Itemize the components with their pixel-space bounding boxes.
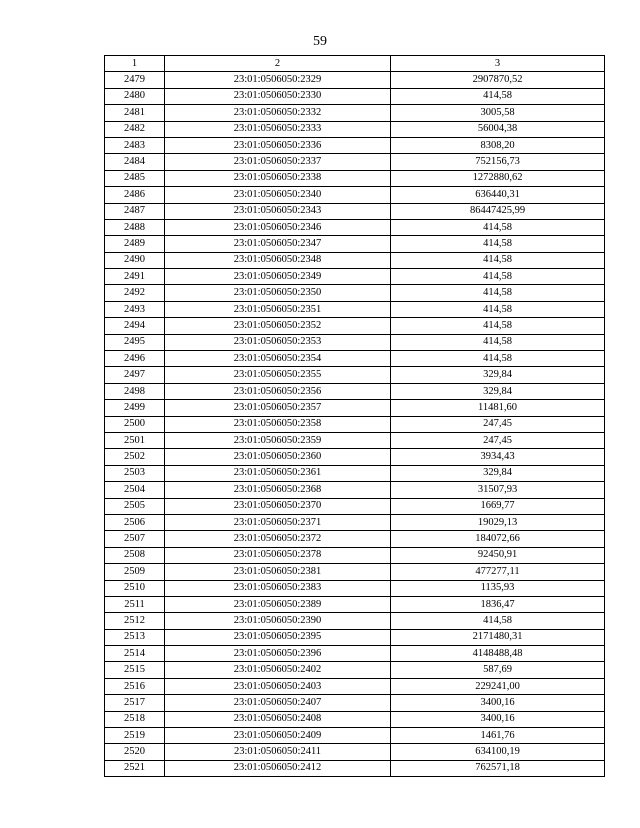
cadastral-value-cell: 11481,60: [391, 400, 605, 416]
cadastral-number-cell: 23:01:0506050:2330: [165, 88, 391, 104]
cadastral-value-cell: 1461,76: [391, 728, 605, 744]
cadastral-number-cell: 23:01:0506050:2383: [165, 580, 391, 596]
table-row: [105, 383, 605, 399]
table-row: [105, 711, 605, 727]
column-header-2: 2: [165, 56, 391, 72]
cadastral-value-cell: 414,58: [391, 236, 605, 252]
cadastral-number-cell: 23:01:0506050:2389: [165, 596, 391, 612]
cadastral-value-cell: 762571,18: [391, 760, 605, 776]
row-number-cell: 2486: [105, 187, 165, 203]
cadastral-value-cell: 247,45: [391, 432, 605, 448]
cadastral-number-cell: 23:01:0506050:2355: [165, 367, 391, 383]
cadastral-value-cell: 636440,31: [391, 187, 605, 203]
row-number-cell: 2519: [105, 728, 165, 744]
column-header-1: 1: [105, 56, 165, 72]
table-row: [105, 613, 605, 629]
table-row: [105, 728, 605, 744]
row-number-cell: 2480: [105, 88, 165, 104]
cadastral-value-cell: 92450,91: [391, 547, 605, 563]
page-number: 59: [313, 34, 327, 49]
cadastral-number-cell: 23:01:0506050:2371: [165, 514, 391, 530]
cadastral-number-cell: 23:01:0506050:2412: [165, 760, 391, 776]
cadastral-number-cell: 23:01:0506050:2411: [165, 744, 391, 760]
cadastral-number-cell: 23:01:0506050:2346: [165, 219, 391, 235]
row-number-cell: 2497: [105, 367, 165, 383]
table-row: [105, 662, 605, 678]
row-number-cell: 2506: [105, 514, 165, 530]
row-number-cell: 2505: [105, 498, 165, 514]
row-number-cell: 2514: [105, 646, 165, 662]
row-number-cell: 2513: [105, 629, 165, 645]
row-number-cell: 2490: [105, 252, 165, 268]
cadastral-value-cell: 414,58: [391, 219, 605, 235]
cadastral-number-cell: 23:01:0506050:2403: [165, 678, 391, 694]
cadastral-value-cell: 1135,93: [391, 580, 605, 596]
table-row: [105, 482, 605, 498]
cadastral-number-cell: 23:01:0506050:2407: [165, 695, 391, 711]
table-row: [105, 760, 605, 776]
cadastral-number-cell: 23:01:0506050:2337: [165, 154, 391, 170]
row-number-cell: 2507: [105, 531, 165, 547]
table-body: [105, 72, 605, 777]
cadastral-number-cell: 23:01:0506050:2360: [165, 449, 391, 465]
row-number-cell: 2512: [105, 613, 165, 629]
cadastral-number-cell: 23:01:0506050:2390: [165, 613, 391, 629]
cadastral-value-cell: 414,58: [391, 351, 605, 367]
cadastral-value-cell: 414,58: [391, 252, 605, 268]
table-row: [105, 88, 605, 104]
row-number-cell: 2501: [105, 432, 165, 448]
table-row: [105, 351, 605, 367]
row-number-cell: 2482: [105, 121, 165, 137]
cadastral-number-cell: 23:01:0506050:2348: [165, 252, 391, 268]
cadastral-value-cell: 414,58: [391, 285, 605, 301]
cadastral-value-cell: 414,58: [391, 269, 605, 285]
row-number-cell: 2484: [105, 154, 165, 170]
cadastral-value-cell: 19029,13: [391, 514, 605, 530]
table-row: [105, 170, 605, 186]
cadastral-value-cell: 3005,58: [391, 105, 605, 121]
row-number-cell: 2504: [105, 482, 165, 498]
cadastral-number-cell: 23:01:0506050:2358: [165, 416, 391, 432]
table-row: [105, 465, 605, 481]
cadastral-number-cell: 23:01:0506050:2329: [165, 72, 391, 88]
row-number-cell: 2496: [105, 351, 165, 367]
table-row: [105, 498, 605, 514]
cadastral-number-cell: 23:01:0506050:2347: [165, 236, 391, 252]
cadastral-number-cell: 23:01:0506050:2340: [165, 187, 391, 203]
table-row: [105, 121, 605, 137]
row-number-cell: 2485: [105, 170, 165, 186]
cadastral-number-cell: 23:01:0506050:2356: [165, 383, 391, 399]
cadastral-value-cell: 247,45: [391, 416, 605, 432]
row-number-cell: 2479: [105, 72, 165, 88]
cadastral-number-cell: 23:01:0506050:2408: [165, 711, 391, 727]
row-number-cell: 2503: [105, 465, 165, 481]
cadastral-value-cell: 3934,43: [391, 449, 605, 465]
table-row: [105, 367, 605, 383]
row-number-cell: 2487: [105, 203, 165, 219]
cadastral-number-cell: 23:01:0506050:2352: [165, 318, 391, 334]
cadastral-number-cell: 23:01:0506050:2402: [165, 662, 391, 678]
table-row: [105, 744, 605, 760]
row-number-cell: 2509: [105, 564, 165, 580]
row-number-cell: 2488: [105, 219, 165, 235]
cadastral-value-cell: 414,58: [391, 613, 605, 629]
cadastral-number-cell: 23:01:0506050:2351: [165, 301, 391, 317]
cadastral-number-cell: 23:01:0506050:2343: [165, 203, 391, 219]
row-number-cell: 2510: [105, 580, 165, 596]
row-number-cell: 2502: [105, 449, 165, 465]
table-row: [105, 301, 605, 317]
row-number-cell: 2515: [105, 662, 165, 678]
table-row: [105, 252, 605, 268]
cadastral-number-cell: 23:01:0506050:2370: [165, 498, 391, 514]
cadastral-number-cell: 23:01:0506050:2381: [165, 564, 391, 580]
cadastral-value-cell: 3400,16: [391, 711, 605, 727]
row-number-cell: 2491: [105, 269, 165, 285]
cadastral-value-cell: 329,84: [391, 465, 605, 481]
cadastral-number-cell: 23:01:0506050:2396: [165, 646, 391, 662]
table-row: [105, 646, 605, 662]
table-row: [105, 596, 605, 612]
cadastral-value-cell: 229241,00: [391, 678, 605, 694]
row-number-cell: 2494: [105, 318, 165, 334]
cadastral-value-cell: 1669,77: [391, 498, 605, 514]
cadastral-value-cell: 414,58: [391, 88, 605, 104]
row-number-cell: 2499: [105, 400, 165, 416]
cadastral-value-cell: 56004,38: [391, 121, 605, 137]
cadastral-value-cell: 2907870,52: [391, 72, 605, 88]
table-header: [105, 56, 605, 72]
row-number-cell: 2508: [105, 547, 165, 563]
table-row: [105, 678, 605, 694]
table-row: [105, 219, 605, 235]
cadastral-number-cell: 23:01:0506050:2350: [165, 285, 391, 301]
cadastral-number-cell: 23:01:0506050:2338: [165, 170, 391, 186]
cadastral-number-cell: 23:01:0506050:2359: [165, 432, 391, 448]
row-number-cell: 2481: [105, 105, 165, 121]
cadastral-number-cell: 23:01:0506050:2349: [165, 269, 391, 285]
table-row: [105, 72, 605, 88]
cadastral-value-cell: 1272880,62: [391, 170, 605, 186]
cadastral-value-cell: 414,58: [391, 301, 605, 317]
cadastral-number-cell: 23:01:0506050:2378: [165, 547, 391, 563]
row-number-cell: 2483: [105, 137, 165, 153]
table-row: [105, 334, 605, 350]
row-number-cell: 2489: [105, 236, 165, 252]
row-number-cell: 2493: [105, 301, 165, 317]
cadastral-value-cell: 86447425,99: [391, 203, 605, 219]
table-row: [105, 695, 605, 711]
row-number-cell: 2521: [105, 760, 165, 776]
row-number-cell: 2498: [105, 383, 165, 399]
cadastral-number-cell: 23:01:0506050:2357: [165, 400, 391, 416]
table-row: [105, 432, 605, 448]
cadastral-value-cell: 2171480,31: [391, 629, 605, 645]
cadastral-number-cell: 23:01:0506050:2361: [165, 465, 391, 481]
cadastral-number-cell: 23:01:0506050:2332: [165, 105, 391, 121]
table-row: [105, 269, 605, 285]
table-row: [105, 187, 605, 203]
row-number-cell: 2520: [105, 744, 165, 760]
table-row: [105, 547, 605, 563]
cadastral-number-cell: 23:01:0506050:2333: [165, 121, 391, 137]
column-header-3: 3: [391, 56, 605, 72]
row-number-cell: 2500: [105, 416, 165, 432]
cadastral-value-cell: 4148488,48: [391, 646, 605, 662]
cadastral-value-cell: 184072,66: [391, 531, 605, 547]
row-number-cell: 2511: [105, 596, 165, 612]
cadastral-value-cell: 329,84: [391, 367, 605, 383]
cadastral-number-cell: 23:01:0506050:2354: [165, 351, 391, 367]
table-row: [105, 236, 605, 252]
cadastral-value-cell: 414,58: [391, 334, 605, 350]
cadastral-number-cell: 23:01:0506050:2336: [165, 137, 391, 153]
cadastral-value-cell: 8308,20: [391, 137, 605, 153]
cadastral-number-cell: 23:01:0506050:2409: [165, 728, 391, 744]
table-row: [105, 105, 605, 121]
table-row: [105, 531, 605, 547]
row-number-cell: 2516: [105, 678, 165, 694]
row-number-cell: 2495: [105, 334, 165, 350]
cadastral-value-cell: 329,84: [391, 383, 605, 399]
table-row: [105, 154, 605, 170]
cadastral-number-cell: 23:01:0506050:2395: [165, 629, 391, 645]
row-number-cell: 2492: [105, 285, 165, 301]
table-row: [105, 285, 605, 301]
table-row: [105, 416, 605, 432]
table-row: [105, 318, 605, 334]
cadastral-value-cell: 31507,93: [391, 482, 605, 498]
table-row: [105, 400, 605, 416]
cadastral-value-cell: 752156,73: [391, 154, 605, 170]
table-row: [105, 449, 605, 465]
cadastral-value-cell: 477277,11: [391, 564, 605, 580]
header-row: [105, 56, 605, 72]
row-number-cell: 2517: [105, 695, 165, 711]
table-row: [105, 203, 605, 219]
cadastral-value-cell: 3400,16: [391, 695, 605, 711]
table-row: [105, 514, 605, 530]
cadastral-value-cell: 634100,19: [391, 744, 605, 760]
cadastral-number-cell: 23:01:0506050:2372: [165, 531, 391, 547]
cadastral-value-cell: 1836,47: [391, 596, 605, 612]
cadastral-value-cell: 414,58: [391, 318, 605, 334]
cadastral-number-cell: 23:01:0506050:2368: [165, 482, 391, 498]
table-row: [105, 564, 605, 580]
cadastral-value-table: [104, 55, 605, 777]
table-row: [105, 137, 605, 153]
cadastral-value-cell: 587,69: [391, 662, 605, 678]
table-row: [105, 629, 605, 645]
table-row: [105, 580, 605, 596]
row-number-cell: 2518: [105, 711, 165, 727]
cadastral-number-cell: 23:01:0506050:2353: [165, 334, 391, 350]
